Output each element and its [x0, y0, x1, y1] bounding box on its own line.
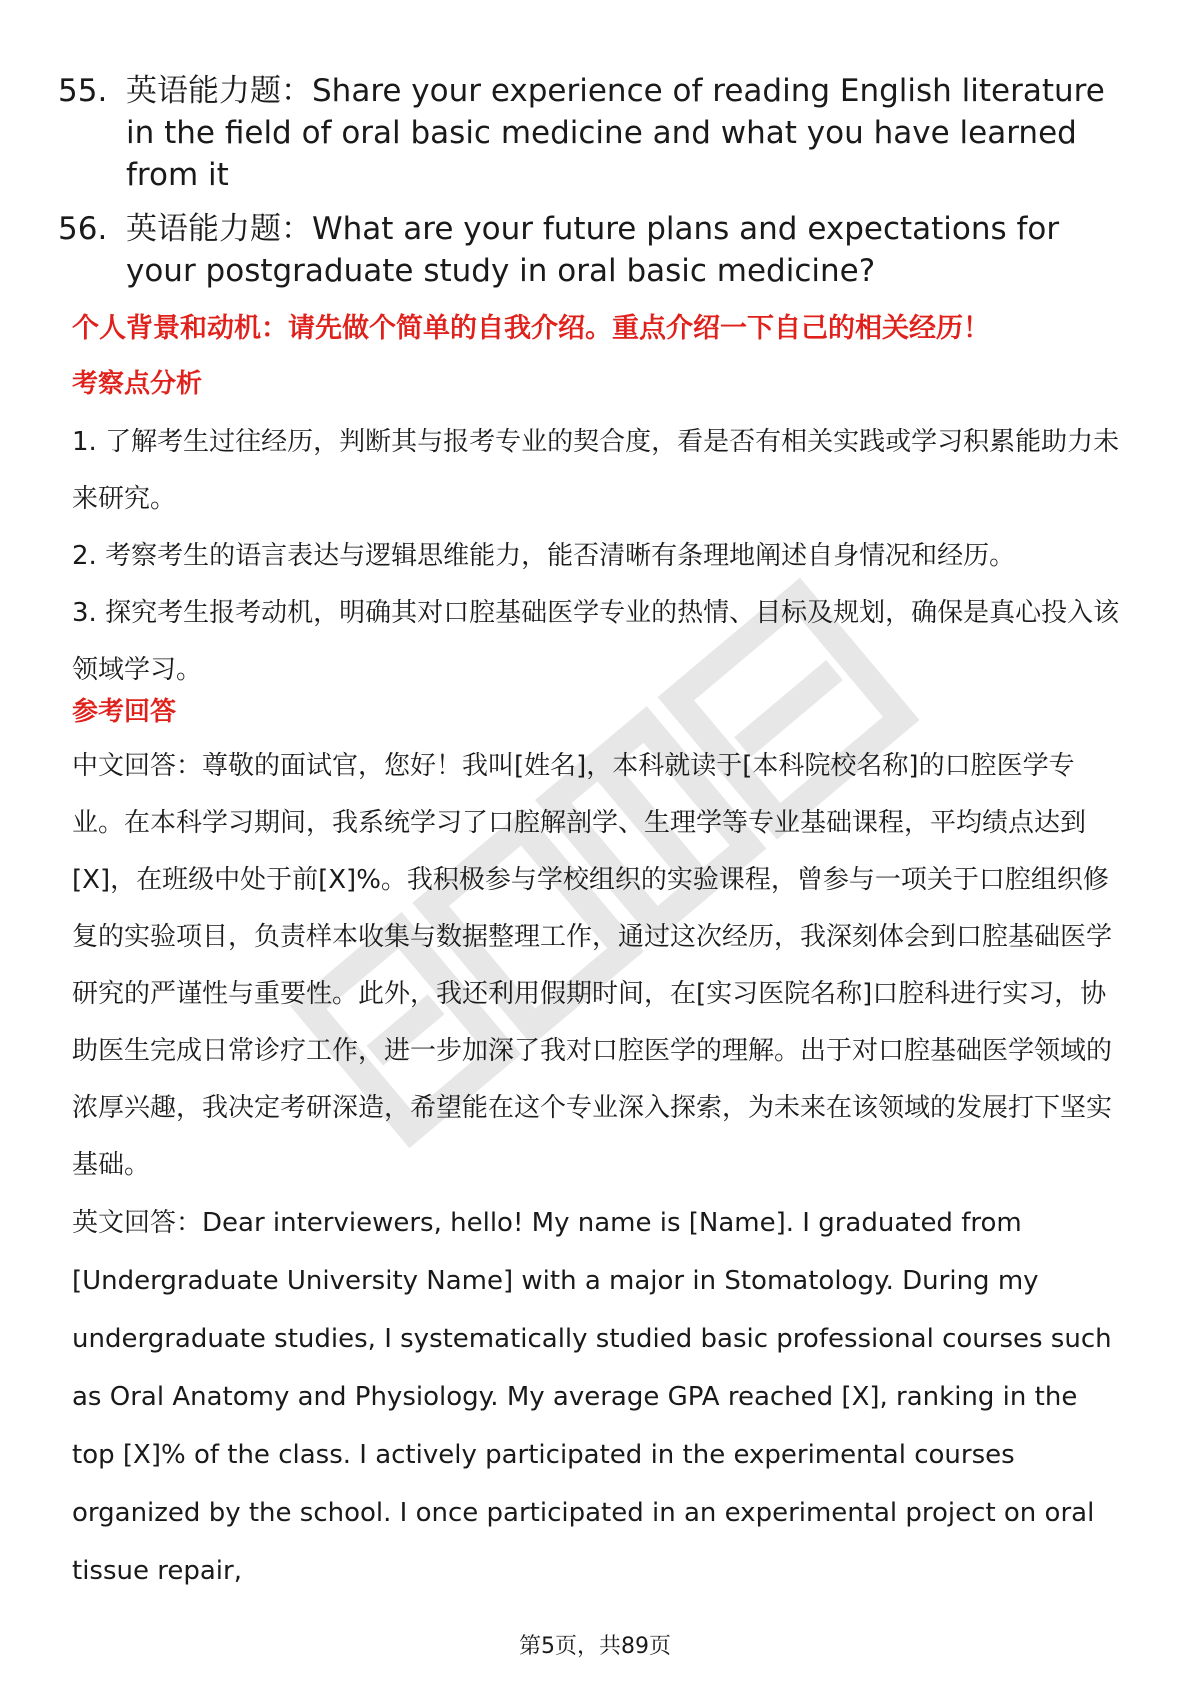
question-body — [126, 70, 1118, 196]
question-list — [58, 70, 1118, 304]
answer-chinese: 中文回答：尊敬的面试官，您好！我叫[姓名]，本科就读于[本科院校名称]的口腔医学专业。在本科学习期间，我系统学习了口腔解剖学、生理学等专业基础课程，平均绩点达到[X]，在班级中处于前[X]%。我积极参与学校组织的实验课程，曾参与一项关于口腔组织修复的实验项目，负责样本收集与数据整理工作，通过这次经历，我深刻体会到口腔基础医学研究的严谨性与重要性。此外，我还利用假期时间，在[实习医院名称]口腔科进行实习，协助医生完成日常诊疗工作，进一步加深了我对口腔医学的理解。出于对口腔基础医学领域的浓厚兴趣，我决定考研深造，希望能在这个专业深入探索，为未来在该领域的发展打下坚实基础。 — [72, 751, 1113, 1180]
question-text: What are your future plans and expectations for your postgraduate study in oral basic medicine? — [126, 211, 1060, 289]
question-item — [58, 208, 1118, 292]
answer-english: 英文回答：Dear interviewers, hello! My name is [Name]. I graduated from [Undergraduate University Name] with a major in Stomatology. During my undergraduate studies, I systematically studied basic professional courses such as Oral Anatomy and Physiology. My average GPA reached [X], ranking in the top [X]% of the class. I actively participated in the experimental courses organized by the school. I once participated in an experimental project on oral tissue repair, — [72, 1208, 1112, 1586]
question-number: 55. — [58, 73, 108, 109]
analysis-block — [72, 364, 1122, 699]
answer-title: 参考回答 — [72, 697, 177, 727]
answer-block — [72, 692, 1122, 1600]
section-heading-block — [72, 309, 1122, 349]
question-tag: 英语能力题： — [126, 211, 312, 247]
analysis-point: 1. 了解考生过往经历，判断其与报考专业的契合度，看是否有相关实践或学习积累能助力未来研究。 — [72, 427, 1120, 514]
question-number: 56. — [58, 211, 108, 247]
analysis-points — [72, 414, 1122, 699]
question-body — [126, 208, 1118, 292]
analysis-point: 3. 探究考生报考动机，明确其对口腔基础医学专业的热情、目标及规划，确保是真心投入该领域学习。 — [72, 598, 1120, 685]
section-heading: 个人背景和动机：请先做个简单的自我介绍。重点介绍一下自己的相关经历！ — [72, 313, 990, 344]
analysis-point: 2. 考察考生的语言表达与逻辑思维能力，能否清晰有条理地阐述自身情况和经历。 — [72, 541, 1016, 571]
question-text: Share your experience of reading English literature in the field of oral basic medicine and what you have learned from it — [126, 73, 1105, 193]
analysis-title: 考察点分析 — [72, 369, 203, 399]
page-footer: 第5页，共89页 — [519, 1634, 671, 1659]
question-tag: 英语能力题： — [126, 73, 312, 109]
question-item — [58, 70, 1118, 196]
